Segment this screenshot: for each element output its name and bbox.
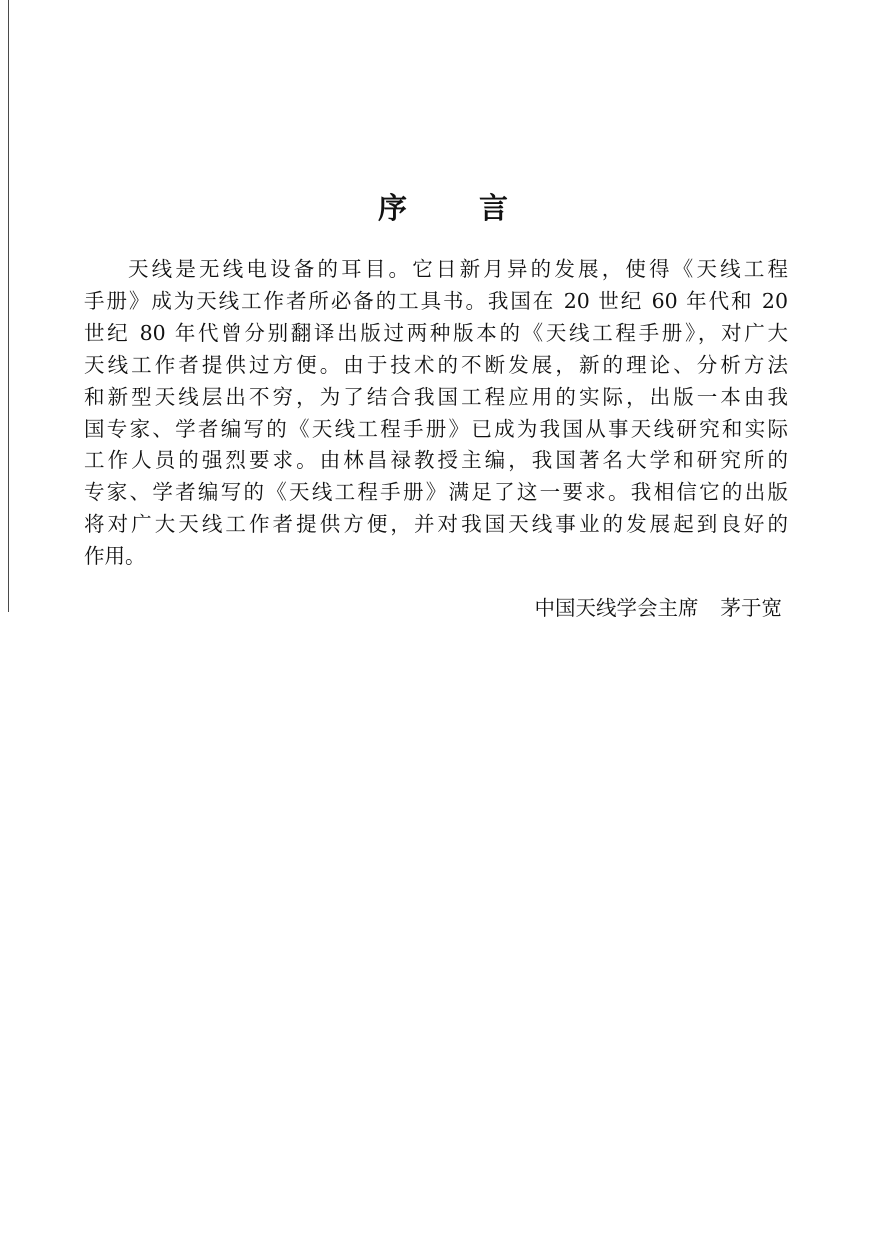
preface-paragraph [84, 254, 788, 573]
paragraph-line: 将对广大天线工作者提供方便，并对我国天线事业的发展起到良好的 [84, 512, 788, 537]
signature-affiliation: 中国天线学会主席 [534, 596, 699, 620]
page-title: 序言 [377, 191, 580, 225]
signature-block [535, 592, 783, 624]
paragraph-line: 国专家、学者编写的《天线工程手册》已成为我国从事天线研究和实际 [84, 416, 788, 441]
signature-author: 茅于宽 [720, 596, 782, 620]
paragraph-line: 世纪 80 年代曾分别翻译出版过两种版本的《天线工程手册》，对广大 [84, 320, 788, 345]
paragraph-line: 天线是无线电设备的耳目。它日新月异的发展，使得《天线工程 [128, 257, 788, 281]
paragraph-line: 和新型天线层出不穷，为了结合我国工程应用的实际，出版一本由我 [84, 384, 788, 409]
paragraph-line: 作用。 [84, 544, 146, 569]
paragraph-line: 手册》成为天线工作者所必备的工具书。我国在 20 世纪 60 年代和 20 [84, 288, 788, 313]
scan-edge-line [8, 0, 9, 612]
paragraph-line: 工作人员的强烈要求。由林昌禄教授主编，我国著名大学和研究所的 [84, 448, 788, 473]
paragraph-line: 专家、学者编写的《天线工程手册》满足了这一要求。我相信它的出版 [84, 480, 788, 505]
paragraph-line: 天线工作者提供过方便。由于技术的不断发展，新的理论、分析方法 [84, 352, 788, 377]
